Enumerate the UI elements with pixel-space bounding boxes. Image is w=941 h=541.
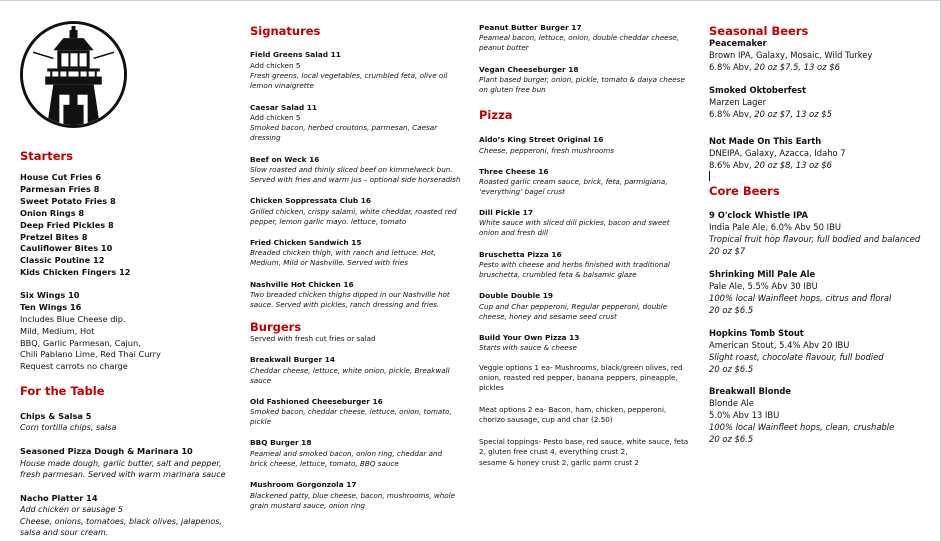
table-item-desc: Cheese, onions, tomatoes, black olives, jalapenos, salsa and sour cream. [20, 517, 222, 537]
burgers-note: Served with fresh cut fries or salad [250, 334, 376, 343]
beer-name: Shrinking Mill Pale Ale [709, 269, 816, 279]
for-the-table-heading: For the Table [20, 384, 105, 398]
burgers-heading: Burgers [250, 320, 302, 334]
beer-abv-price [709, 109, 832, 119]
beer-style: India Pale Ale, 6.0% Abv 50 IBU [709, 222, 841, 232]
beer-style: American Stout, 5.4% Abv 20 IBU [709, 340, 850, 350]
beer-style: Brown IPA, Galaxy, Mosaic, Wild Turkey [709, 50, 873, 60]
beer-name: Breakwall Blonde [709, 386, 792, 396]
beer-abv: 5.0% Abv 13 IBU [709, 410, 780, 420]
pizza-item-name: Three Cheese 16 [479, 167, 549, 176]
pizza-item-name: Dill Pickle 17 [479, 208, 533, 217]
beer-price: 20 oz $6.5 [709, 434, 754, 444]
beer-price: 20 oz $7.5, 13 oz $6 [754, 62, 840, 72]
table-item-name: Chips & Salsa 5 [20, 411, 92, 421]
wings-note: Chili Pablano Lime, Red Thai Curry [20, 349, 161, 359]
burger-item-name: Mushroom Gorgonzola 17 [250, 480, 357, 489]
text-cursor [709, 171, 710, 181]
burger-item-name: Vegan Cheeseburger 18 [479, 65, 579, 74]
beer-price: 20 oz $8, 13 oz $6 [754, 160, 832, 170]
starters-heading: Starters [20, 149, 74, 163]
pizza-heading: Pizza [479, 108, 513, 122]
beer-name: Peacemaker [709, 38, 767, 48]
signature-item-name: Nashville Hot Chicken 16 [250, 280, 354, 289]
signature-item-name: Beef on Weck 16 [250, 155, 320, 164]
beer-abv: 6.8% Abv, [709, 109, 755, 119]
signature-item-name: Field Greens Salad 11 [250, 50, 341, 59]
pizza-item-name: Bruschetta Pizza 16 [479, 250, 562, 259]
beer-style: Pale Ale, 5.5% Abv 30 IBU [709, 281, 818, 291]
wings-item: Ten Wings 16 [20, 302, 82, 312]
burger-item-desc: Peameal and smoked bacon, onion ring, cheddar and brick cheese, lettuce, tomato, BBQ sauce [250, 449, 443, 468]
table-item-desc: Corn tortilla chips, salsa [20, 423, 117, 432]
signature-item-desc: Two breaded chicken thighs dipped in our Nashville hot sauce. Served with pickles, ranch dressing and fries. [250, 290, 450, 309]
burger-item-name: Old Fashioned Cheeseburger 16 [250, 397, 383, 406]
special-toppings-cont: sesame & honey crust 2, garlic parm crust 2 [479, 458, 639, 467]
starter-item: Onion Rings 8 [20, 208, 85, 218]
beer-abv: 8.6% Abv, [709, 160, 755, 170]
beer-price: 20 oz $6.5 [709, 364, 754, 374]
table-item-name: Seasoned Pizza Dough & Marinara 10 [20, 446, 193, 456]
signature-item-add: Add chicken 5 [250, 61, 301, 70]
table-item-desc: House made dough, garlic butter, salt and pepper, fresh parmesan. Served with warm marinara sauce [20, 459, 226, 479]
beer-name: Hopkins Tomb Stout [709, 328, 804, 338]
starter-item: Pretzel Bites 8 [20, 232, 88, 242]
pizza-item-desc: White sauce with sliced dill pickles, bacon and sweet onion and fresh dill [479, 218, 670, 237]
pizza-item-name: Double Double 19 [479, 291, 554, 300]
signature-item-desc: Grilled chicken, crispy salami, white cheddar, roasted red pepper, lemon garlic mayo. lettuce, tomato [250, 207, 457, 226]
beer-abv-price [709, 160, 832, 170]
lighthouse-logo [20, 21, 127, 128]
pizza-item-desc: Cup and Char pepperoni, Regular pepperoni, double cheese, honey and sesame seed crust [479, 302, 668, 321]
starter-item: House Cut Fries 6 [20, 172, 102, 182]
beer-style: Marzen Lager [709, 97, 767, 107]
pizza-item-desc: Cheese, pepperoni, fresh mushrooms [479, 146, 615, 155]
beer-name: Smoked Oktoberfest [709, 85, 807, 95]
signatures-heading: Signatures [250, 24, 321, 38]
pizza-item-desc: Roasted garlic cream sauce, brick, feta, parmigiana, ‘everything’ bagel crust [479, 177, 668, 196]
lighthouse-icon [23, 24, 124, 125]
pizza-item-desc: Starts with sauce & cheese [479, 343, 577, 352]
starter-item: Classic Poutine 12 [20, 255, 105, 265]
veggie-options: Veggie options 1 ea- Mushrooms, black/green olives, red onion, roasted red pepper, banana peppers, pineapple, pickles [479, 363, 683, 392]
starter-item: Cauliflower Bites 10 [20, 243, 113, 253]
burger-item-desc: Smoked bacon, cheddar cheese, lettuce, onion, tomato, pickle [250, 407, 452, 426]
pizza-item-name: Aldo’s King Street Original 16 [479, 135, 604, 144]
signature-item-desc: Slow roasted and thinly sliced beef on kimmelweck bun. Served with fries and warm jus – optional side horseradish [250, 165, 461, 184]
wings-item: Six Wings 10 [20, 290, 80, 300]
signature-item-name: Fried Chicken Sandwich 15 [250, 238, 362, 247]
pizza-item-name: Build Your Own Pizza 13 [479, 333, 580, 342]
burger-item-desc: Cheddar cheese, lettuce, white onion, pickle, Breakwall sauce [250, 366, 450, 385]
signature-item-desc: Breaded chicken thigh, with ranch and lettuce. Hot, Medium, Mild or Nashville. Served with fries [250, 248, 436, 267]
starter-item: Kids Chicken Fingers 12 [20, 267, 131, 277]
signature-item-desc: Fresh greens, local vegetables, crumbled feta, olive oil lemon vinaigrette [250, 71, 448, 90]
pizza-item-desc: Pesto with cheese and herbs finished with traditional bruschetta, crumbled feta & balsamic glaze [479, 260, 670, 279]
table-item-name: Nacho Platter 14 [20, 493, 98, 503]
beer-price: 20 oz $7, 13 oz $5 [754, 109, 832, 119]
special-toppings: Special toppings- Pesto base, red sauce, white sauce, feta 2, gluten free crust 4, everything crust 2, [479, 437, 689, 456]
wings-note: Mild, Medium, Hot [20, 326, 95, 336]
beer-notes: 100% local Wainfleet hops, citrus and floral [709, 293, 892, 303]
wings-note: Request carrots no charge [20, 361, 128, 371]
beer-notes: Tropical fruit hop flavour, full bodied and balanced [709, 234, 921, 244]
table-item-desc: Add chicken or sausage 5 [20, 505, 123, 514]
beer-price: 20 oz $7 [709, 246, 746, 256]
seasonal-beers-heading: Seasonal Beers [709, 24, 809, 38]
signature-item-name: Caesar Salad 11 [250, 103, 318, 112]
burger-item-name: Peanut Butter Burger 17 [479, 23, 582, 32]
beer-price: 20 oz $6.5 [709, 305, 754, 315]
burger-item-desc: Plant based burger, onion, pickle, tomato & daiya cheese on gluten free bun [479, 75, 685, 94]
starter-item: Deep Fried Pickles 8 [20, 220, 114, 230]
beer-name: 9 O'clock Whistle IPA [709, 210, 808, 220]
wings-note: Includes Blue Cheese dip. [20, 314, 126, 324]
burger-item-desc: Peameal bacon, lettuce, onion, double cheddar cheese, peanut butter [479, 33, 680, 52]
burger-item-name: BBQ Burger 18 [250, 438, 312, 447]
beer-style: DNEIPA, Galaxy, Azacca, Idaho 7 [709, 148, 846, 158]
beer-notes: 100% local Wainfleet hops, clean, crushable [709, 422, 895, 432]
signature-item-name: Chicken Soppressata Club 16 [250, 196, 372, 205]
burger-item-name: Breakwall Burger 14 [250, 355, 335, 364]
starter-item: Parmesan Fries 8 [20, 184, 100, 194]
signature-item-desc: Smoked bacon, herbed croutons, parmesan, Caesar dressing [250, 123, 438, 142]
starter-item: Sweet Potato Fries 8 [20, 196, 116, 206]
core-beers-heading: Core Beers [709, 184, 780, 198]
beer-name: Not Made On This Earth [709, 136, 822, 146]
signature-item-add: Add chicken 5 [250, 113, 301, 122]
beer-abv: 6.8% Abv, [709, 62, 755, 72]
wings-note: BBQ, Garlic Parmesan, Cajun, [20, 338, 141, 348]
beer-style: Blonde Ale [709, 398, 754, 408]
beer-notes: Slight roast, chocolate flavour, full bodied [709, 352, 884, 362]
beer-abv-price [709, 62, 840, 72]
meat-options: Meat options 2 ea- Bacon, ham, chicken, pepperoni, chorizo sausage, cup and char (2.50) [479, 405, 667, 424]
burger-item-desc: Blackened patty, blue cheese, bacon, mushrooms, whole grain mustard sauce, onion ring [250, 491, 456, 510]
